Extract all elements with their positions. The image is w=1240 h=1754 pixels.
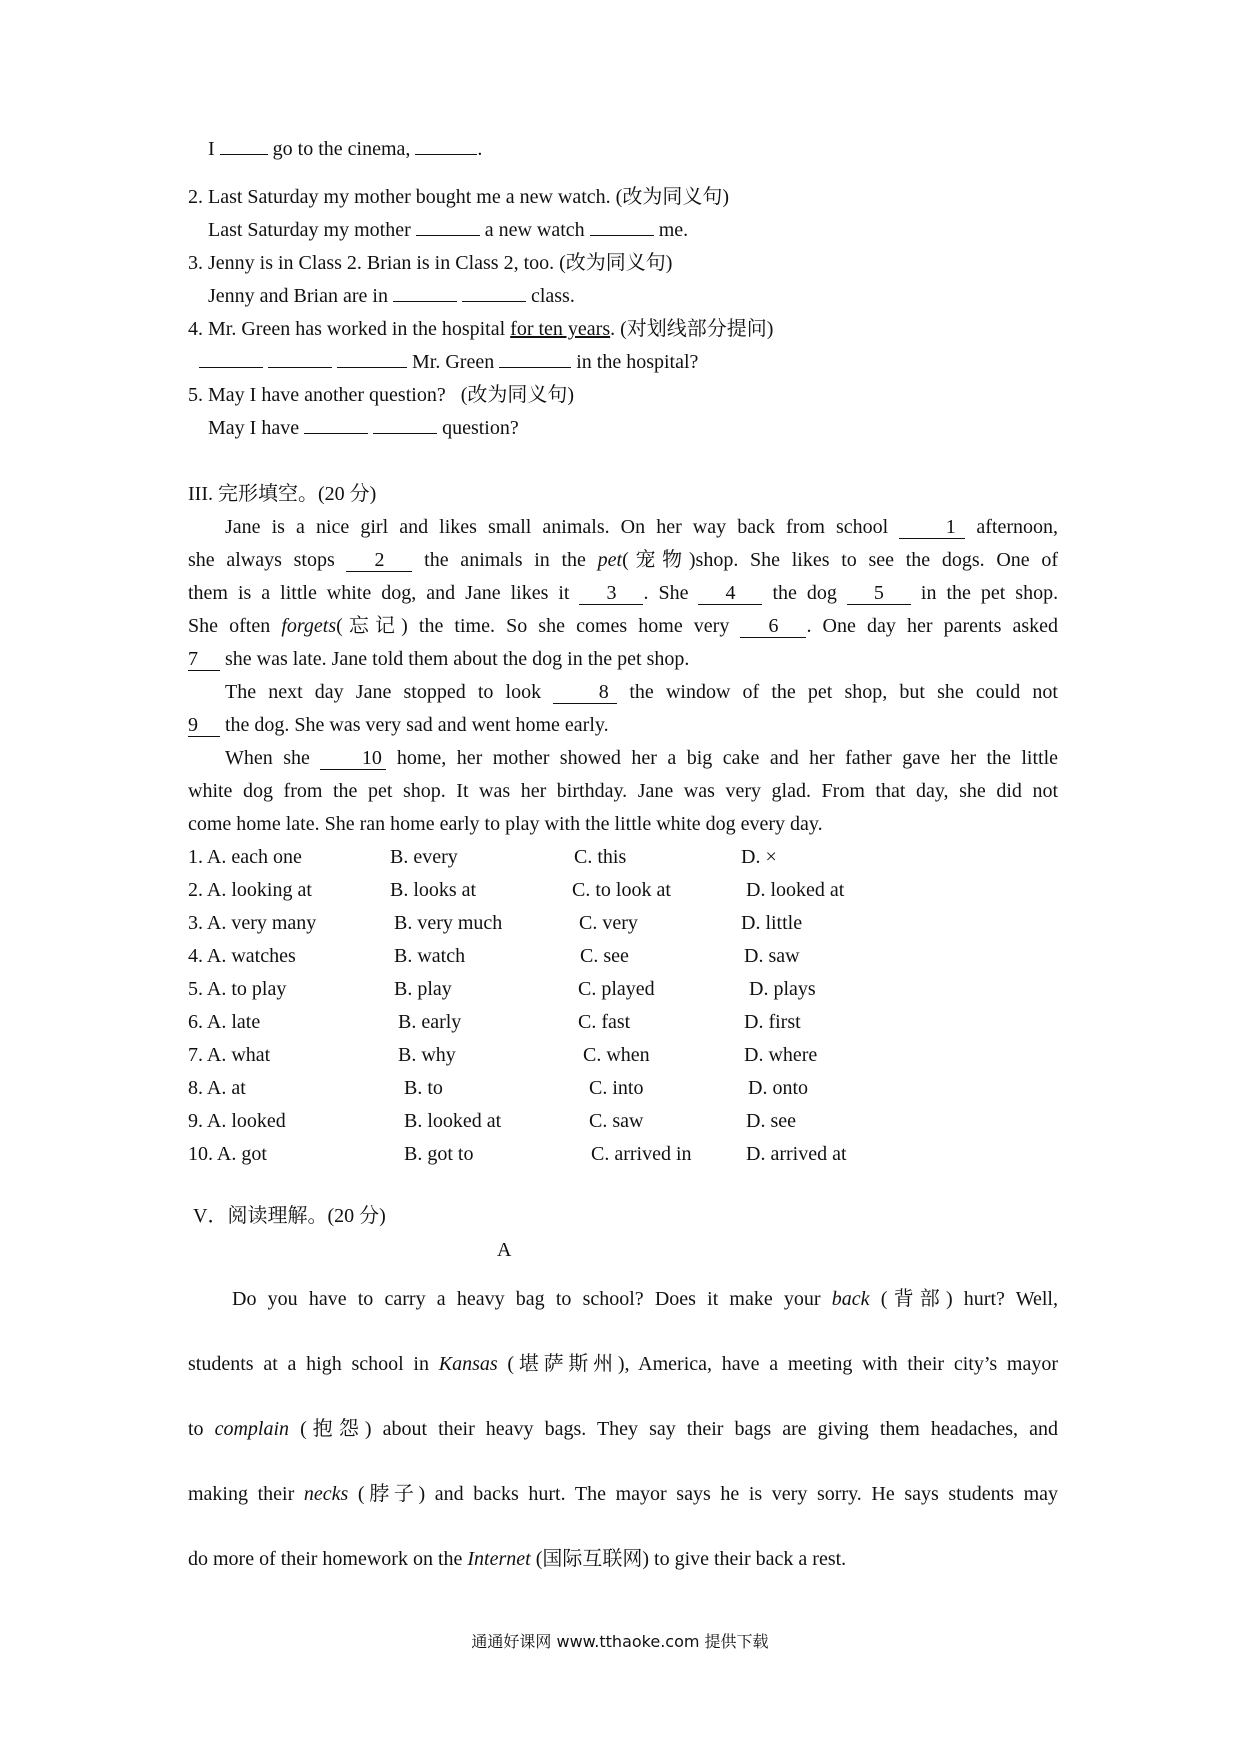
reading-line-5: [188, 1546, 846, 1572]
cloze-text: (宠物)shop. She likes to see the dogs. One of: [622, 549, 1058, 571]
q1-text-c: .: [477, 138, 483, 160]
cloze-p1-line4: [188, 613, 1058, 639]
option-2a[interactable]: 2. A. looking at: [188, 879, 312, 901]
cloze-text: forgets: [281, 615, 337, 637]
option-9b[interactable]: B. looked at: [404, 1110, 502, 1132]
footer-text: 通通好课网 www.tthaoke.com 提供下载: [471, 1632, 769, 1651]
rewrite-q5-answer-line: [208, 415, 519, 441]
q1-blank-1[interactable]: [220, 136, 268, 155]
reading-text: complain: [214, 1418, 290, 1440]
cloze-p1-line5: [188, 646, 689, 672]
q1-text-b: go to the cinema,: [272, 138, 411, 160]
page-footer: [0, 1629, 1240, 1652]
reading-text: making their: [188, 1483, 304, 1505]
option-5b[interactable]: B. play: [394, 978, 452, 1000]
option-2c[interactable]: C. to look at: [572, 879, 671, 901]
rewrite-q4-stem: [188, 316, 773, 342]
cloze-blank-5[interactable]: 5: [847, 582, 911, 605]
q5-blank-2[interactable]: [373, 415, 437, 434]
option-1b[interactable]: B. every: [390, 846, 458, 868]
q4-underlined-phrase: for ten years: [510, 318, 611, 340]
cloze-text: When she: [225, 747, 310, 769]
option-7b[interactable]: B. why: [398, 1044, 456, 1066]
reading-passage-label: [497, 1237, 511, 1263]
option-10b[interactable]: B. got to: [404, 1143, 474, 1165]
q3-text-b: class.: [530, 285, 575, 307]
q3-blank-2[interactable]: [462, 283, 526, 302]
reading-text: to: [188, 1418, 215, 1440]
cloze-p3-line1: [188, 745, 1058, 771]
cloze-text: the dog: [772, 582, 837, 604]
reading-text: students at a high school in: [188, 1353, 439, 1375]
cloze-text: (忘记) the time. So she comes home very: [336, 615, 730, 637]
cloze-p2-line1: [188, 679, 1058, 705]
reading-heading: [193, 1203, 386, 1229]
rewrite-q3-stem: [188, 250, 672, 276]
reading-text: Kansas: [438, 1353, 498, 1375]
option-6b[interactable]: B. early: [398, 1011, 462, 1033]
q2-stem-text: 2. Last Saturday my mother bought me a new watch. (改为同义句): [188, 186, 729, 208]
option-5d[interactable]: D. plays: [749, 978, 816, 1000]
q5-text-b: question?: [442, 417, 519, 439]
option-9c[interactable]: C. saw: [589, 1110, 644, 1132]
option-8d[interactable]: D. onto: [748, 1077, 808, 1099]
cloze-heading-text: III. 完形填空。(20 分): [188, 483, 377, 505]
q4-blank-4[interactable]: [499, 349, 571, 368]
cloze-text: she was late. Jane told them about the dog in the pet shop.: [225, 648, 690, 670]
q5-blank-1[interactable]: [304, 415, 368, 434]
cloze-p1-line1: [188, 514, 1058, 540]
q1-blank-2[interactable]: [415, 136, 477, 155]
option-4a[interactable]: 4. A. watches: [188, 945, 296, 967]
cloze-text: she always stops: [188, 549, 335, 571]
cloze-text: Jane is a nice girl and likes small animals. On her way back from school: [225, 516, 889, 538]
cloze-heading: [188, 481, 376, 507]
option-7c[interactable]: C. when: [583, 1044, 650, 1066]
q4-blank-2[interactable]: [268, 349, 332, 368]
q2-text-b: a new watch: [484, 219, 585, 241]
cloze-text: come home late. She ran home early to play with the little white dog every day.: [188, 813, 823, 835]
reading-text: (抱怨) about their heavy bags. They say their bags are giving them headaches, and: [289, 1418, 1058, 1440]
cloze-text: . She: [643, 582, 689, 604]
cloze-p2-line2: [188, 712, 609, 738]
q4-text-a: Mr. Green: [412, 351, 495, 373]
option-6a[interactable]: 6. A. late: [188, 1011, 261, 1033]
option-9d[interactable]: D. see: [746, 1110, 796, 1132]
rewrite-q1-answer-line: [208, 136, 482, 162]
option-2d[interactable]: D. looked at: [746, 879, 845, 901]
cloze-text: . One day her parents asked: [806, 615, 1058, 637]
option-1a[interactable]: 1. A. each one: [188, 846, 302, 868]
reading-text: back: [831, 1288, 870, 1310]
option-4b[interactable]: B. watch: [394, 945, 466, 967]
cloze-text: afternoon,: [976, 516, 1058, 538]
q2-text-a: Last Saturday my mother: [208, 219, 411, 241]
option-2b[interactable]: B. looks at: [390, 879, 477, 901]
cloze-p3-line3: [188, 811, 823, 837]
reading-line-2: [188, 1351, 1058, 1377]
cloze-text: the animals in the: [424, 549, 586, 571]
cloze-text: them is a little white dog, and Jane likes it: [188, 582, 570, 604]
cloze-text: white dog from the pet shop. It was her birthday. Jane was very glad. From that day, she did not: [188, 780, 1058, 802]
q1-text-a: I: [208, 138, 215, 160]
cloze-text: She often: [188, 615, 271, 637]
reading-line-1: [188, 1286, 1058, 1312]
q4-blank-1[interactable]: [199, 349, 263, 368]
cloze-blank-7[interactable]: 7: [188, 648, 220, 671]
cloze-blank-6[interactable]: 6: [740, 615, 806, 638]
q4-blank-3[interactable]: [337, 349, 407, 368]
option-4d[interactable]: D. saw: [744, 945, 800, 967]
option-5c[interactable]: C. played: [578, 978, 655, 1000]
option-8c[interactable]: C. into: [589, 1077, 644, 1099]
cloze-text: in the pet shop.: [920, 582, 1058, 604]
q2-blank-1[interactable]: [416, 217, 480, 236]
q4-stem-post: . (对划线部分提问): [610, 318, 774, 340]
cloze-blank-2[interactable]: 2: [346, 549, 412, 572]
option-8a[interactable]: 8. A. at: [188, 1077, 246, 1099]
cloze-blank-3[interactable]: 3: [579, 582, 643, 605]
reading-line-4: [188, 1481, 1058, 1507]
reading-text: necks: [303, 1483, 349, 1505]
q5-stem-text: 5. May I have another question? (改为同义句): [188, 384, 575, 406]
option-9a[interactable]: 9. A. looked: [188, 1110, 286, 1132]
option-3a[interactable]: 3. A. very many: [188, 912, 317, 934]
reading-text: (背部) hurt? Well,: [869, 1288, 1058, 1310]
option-6d[interactable]: D. first: [744, 1011, 801, 1033]
q3-blank-1[interactable]: [393, 283, 457, 302]
cloze-blank-4[interactable]: 4: [698, 582, 762, 605]
rewrite-q4-answer-line: [199, 349, 698, 375]
cloze-p1-line3: [188, 580, 1058, 606]
option-7a[interactable]: 7. A. what: [188, 1044, 271, 1066]
cloze-p1-line2: [188, 547, 1058, 573]
option-1c[interactable]: C. this: [574, 846, 627, 868]
rewrite-q2-stem: [188, 184, 729, 210]
reading-text: (国际互联网) to give their back a rest.: [530, 1548, 847, 1570]
rewrite-q5-stem: [188, 382, 574, 408]
rewrite-q2-answer-line: [208, 217, 688, 243]
reading-line-3: [188, 1416, 1058, 1442]
cloze-p3-line2: [188, 778, 1058, 804]
option-10d[interactable]: D. arrived at: [746, 1143, 847, 1165]
reading-text: Internet: [467, 1548, 531, 1570]
option-3b[interactable]: B. very much: [394, 912, 503, 934]
q2-blank-2[interactable]: [590, 217, 654, 236]
cloze-blank-8[interactable]: 8: [553, 681, 617, 704]
rewrite-q3-answer-line: [208, 283, 575, 309]
cloze-blank-1[interactable]: 1: [899, 516, 965, 539]
option-10a[interactable]: 10. A. got: [188, 1143, 267, 1165]
cloze-blank-10[interactable]: 10: [320, 747, 386, 770]
reading-text: do more of their homework on the: [188, 1548, 468, 1570]
q4-stem-pre: 4. Mr. Green has worked in the hospital: [188, 318, 511, 340]
cloze-text: The next day Jane stopped to look: [225, 681, 542, 703]
reading-text: (堪萨斯州), America, have a meeting with their city’s mayor: [497, 1353, 1058, 1375]
reading-heading-text: V．阅读理解。(20 分): [193, 1205, 386, 1227]
cloze-blank-9[interactable]: 9: [188, 714, 220, 737]
reading-text: Do you have to carry a heavy bag to school? Does it make your: [232, 1288, 832, 1310]
option-5a[interactable]: 5. A. to play: [188, 978, 287, 1000]
option-4c[interactable]: C. see: [580, 945, 629, 967]
option-10c[interactable]: C. arrived in: [591, 1143, 692, 1165]
reading-text: (脖子) and backs hurt. The mayor says he is very sorry. He says students may: [348, 1483, 1058, 1505]
option-6c[interactable]: C. fast: [578, 1011, 631, 1033]
option-7d[interactable]: D. where: [744, 1044, 818, 1066]
q3-text-a: Jenny and Brian are in: [208, 285, 388, 307]
option-3d[interactable]: D. little: [741, 912, 803, 934]
q3-stem-text: 3. Jenny is in Class 2. Brian is in Class 2, too. (改为同义句): [188, 252, 673, 274]
passage-a-label: A: [497, 1239, 512, 1261]
cloze-text: pet: [597, 549, 623, 571]
cloze-text: home, her mother showed her a big cake and her father gave her the little: [396, 747, 1058, 769]
q4-text-b: in the hospital?: [576, 351, 699, 373]
q5-text-a: May I have: [208, 417, 300, 439]
cloze-text: the dog. She was very sad and went home early.: [225, 714, 609, 736]
q2-text-c: me.: [658, 219, 689, 241]
option-1d[interactable]: D. ×: [741, 846, 777, 868]
option-8b[interactable]: B. to: [404, 1077, 443, 1099]
option-3c[interactable]: C. very: [579, 912, 638, 934]
cloze-text: the window of the pet shop, but she could not: [629, 681, 1058, 703]
